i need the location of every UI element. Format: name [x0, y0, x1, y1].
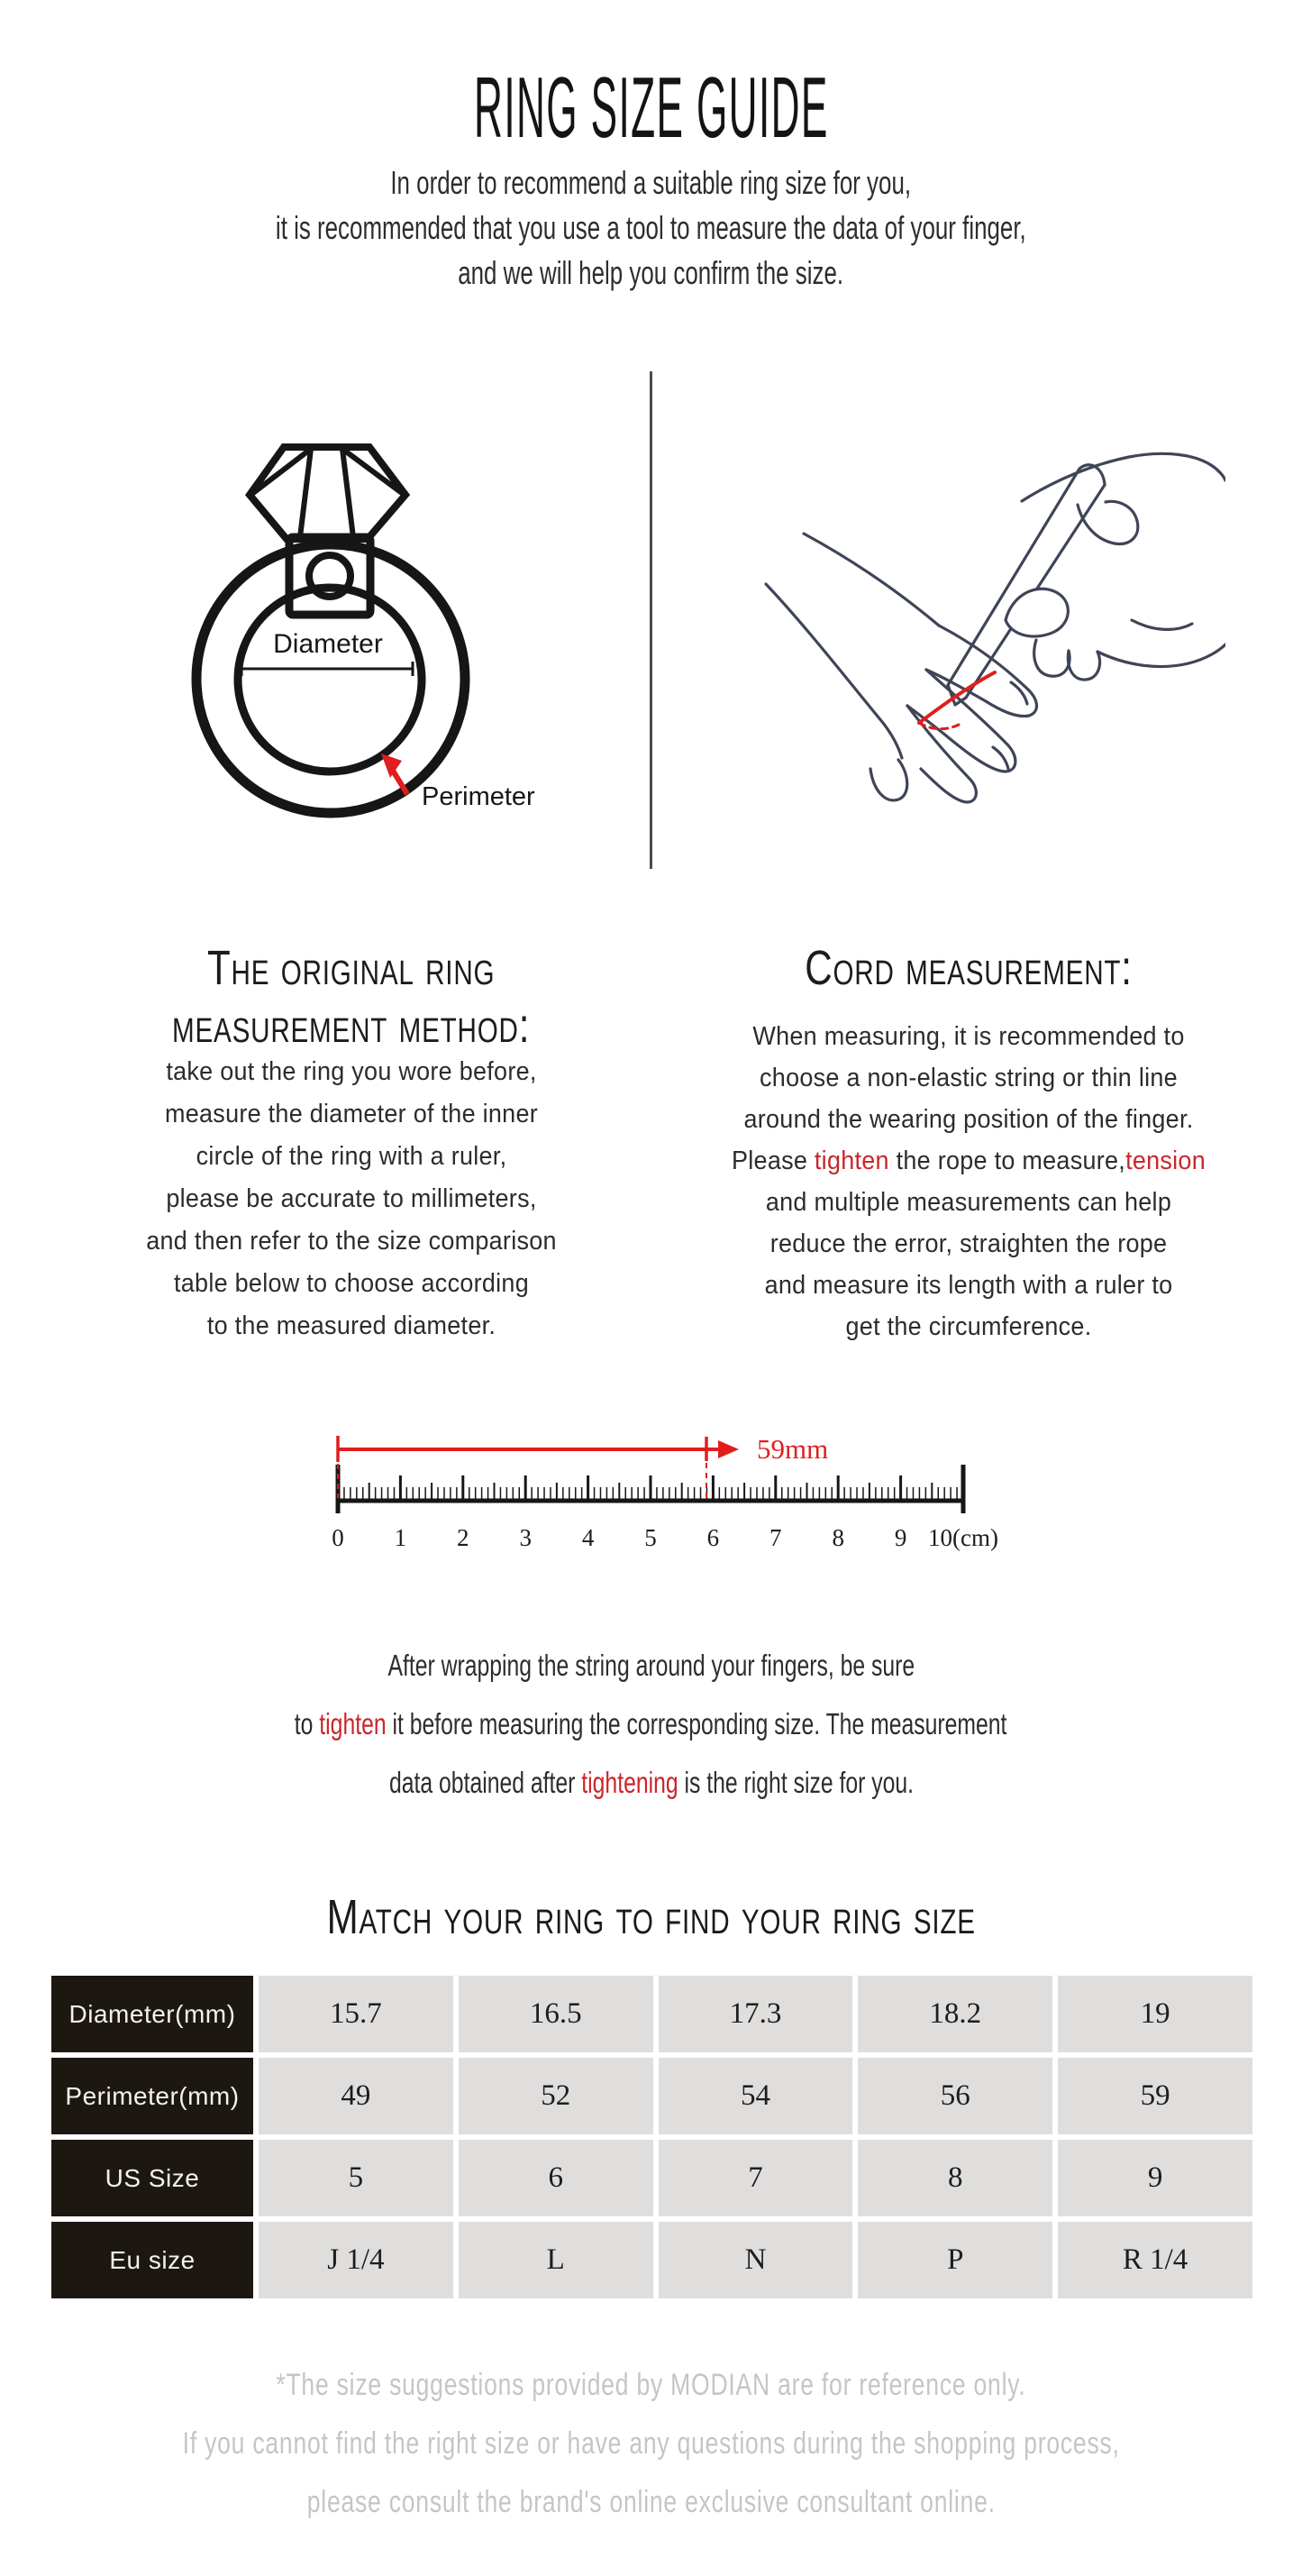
- intro-paragraph: [0, 160, 1302, 296]
- text-segment: is the right size for you.: [678, 1766, 914, 1799]
- perimeter-label: Perimeter: [422, 782, 535, 811]
- table-cell: 15.7: [259, 1976, 453, 2052]
- table-cell: 56: [858, 2058, 1052, 2134]
- table-cell: 59: [1058, 2058, 1252, 2134]
- table-cell: R 1/4: [1058, 2222, 1252, 2298]
- footer-disclaimer: [0, 2356, 1302, 2532]
- text-segment: When measuring, it is recommended to: [752, 1022, 1185, 1051]
- text-line: table below to choose according: [173, 1269, 529, 1298]
- table-row-label: Perimeter(mm): [51, 2058, 253, 2134]
- ruler-tick-label: 7: [769, 1524, 782, 1551]
- table-heading: Match your ring to find your ring size: [326, 1890, 976, 1944]
- ruler-tick-label: 2: [457, 1524, 469, 1551]
- table-row-label: Eu size: [51, 2222, 253, 2298]
- text-line: [709, 1140, 1229, 1182]
- text-line: [709, 1182, 1229, 1223]
- table-cell: 8: [858, 2140, 1052, 2216]
- hands-measuring-icon: [721, 437, 1225, 811]
- page-title: RING SIZE GUIDE: [473, 59, 829, 156]
- text-segment: and multiple measurements can help: [765, 1188, 1172, 1217]
- text-line: please be accurate to millimeters,: [166, 1184, 537, 1213]
- text-line: and then refer to the size comparison: [146, 1227, 557, 1256]
- text-line: [0, 1636, 1302, 1694]
- intro-line: and we will help you confirm the size.: [458, 254, 844, 291]
- table-cell: 5: [259, 2140, 453, 2216]
- table-cell: P: [858, 2222, 1052, 2298]
- ruler-tick-label: 1: [394, 1524, 407, 1551]
- highlighted-text: tighten: [814, 1146, 889, 1175]
- text-segment: get the circumference.: [845, 1312, 1092, 1341]
- table-cell: 19: [1058, 1976, 1252, 2052]
- section-divider: [650, 371, 652, 869]
- ruler-icon: [315, 1420, 1018, 1573]
- ruler-scale-numbers: [332, 1524, 998, 1551]
- table-cell: 52: [459, 2058, 653, 2134]
- diameter-measure-line: [241, 662, 413, 676]
- text-line: [709, 1306, 1229, 1347]
- text-segment: around the wearing position of the finger.: [743, 1105, 1194, 1134]
- right-method-heading: Cord measurement:: [805, 941, 1133, 995]
- intro-line: it is recommended that you use a tool to measure the data of your finger,: [276, 209, 1026, 246]
- ring-size-table: [51, 1976, 1252, 2298]
- ruler-tick-label: 3: [519, 1524, 532, 1551]
- pen-icon: [948, 469, 1079, 685]
- table-cell: 49: [259, 2058, 453, 2134]
- text-line: [0, 1753, 1302, 1812]
- text-segment: choose a non-elastic string or thin line: [760, 1064, 1178, 1092]
- text-segment: Please: [731, 1146, 815, 1175]
- table-cell: 7: [659, 2140, 853, 2216]
- text-segment: reduce the error, straighten the rope: [769, 1229, 1168, 1258]
- ruler-tick-label: 4: [581, 1524, 595, 1551]
- text-segment: to: [295, 1707, 320, 1740]
- text-line: take out the ring you wore before,: [166, 1057, 537, 1086]
- text-line: [709, 1099, 1229, 1140]
- highlighted-text: tightening: [580, 1766, 678, 1799]
- text-line: [0, 1694, 1302, 1753]
- diamond-icon: [250, 447, 405, 539]
- measurement-value-label: 59mm: [757, 1433, 829, 1465]
- table-cell: 18.2: [858, 1976, 1052, 2052]
- table-cell: 16.5: [459, 1976, 653, 2052]
- table-cell: 6: [459, 2140, 653, 2216]
- diameter-label: Diameter: [273, 629, 383, 659]
- table-cell: 54: [659, 2058, 853, 2134]
- ruler-tick-label: 10(cm): [928, 1524, 998, 1551]
- intro-line: In order to recommend a suitable ring size for you,: [390, 164, 912, 201]
- text-line: [709, 1223, 1229, 1265]
- footer-line: *The size suggestions provided by MODIAN are for reference only.: [276, 2368, 1026, 2402]
- footer-line: If you cannot find the right size or have any questions during the shopping process,: [182, 2426, 1120, 2461]
- wrap-note: [0, 1636, 1302, 1812]
- ring-diagram-icon: [176, 397, 554, 820]
- ruler-tick-label: 8: [832, 1524, 844, 1551]
- ruler-tick-label: 0: [332, 1524, 344, 1551]
- text-segment: After wrapping the string around your fingers, be sure: [387, 1649, 915, 1682]
- text-line: [709, 1057, 1229, 1099]
- ruler-tick-label: 9: [894, 1524, 907, 1551]
- ruler-tick-label: 6: [706, 1524, 720, 1551]
- text-line: [709, 1265, 1229, 1306]
- table-cell: N: [659, 2222, 853, 2298]
- text-segment: the rope to measure,: [888, 1146, 1126, 1175]
- arrow-head-icon: [718, 1440, 739, 1458]
- ruler-ticks: [338, 1465, 963, 1513]
- highlighted-text: tension: [1125, 1146, 1206, 1175]
- left-method-heading: The original ring measurement method:: [172, 941, 531, 1053]
- table-cell: J 1/4: [259, 2222, 453, 2298]
- text-segment: data obtained after: [388, 1766, 581, 1799]
- ruler-tick-label: 5: [644, 1524, 657, 1551]
- table-row-label: US Size: [51, 2140, 253, 2216]
- text-segment: and measure its length with a ruler to: [764, 1271, 1173, 1300]
- table-row-label: Diameter(mm): [51, 1976, 253, 2052]
- left-method-text: [92, 1051, 612, 1347]
- red-string-mark: [919, 672, 995, 723]
- text-line: measure the diameter of the inner: [165, 1100, 538, 1128]
- table-cell: 9: [1058, 2140, 1252, 2216]
- table-cell: L: [459, 2222, 653, 2298]
- highlighted-text: tighten: [319, 1707, 387, 1740]
- table-cell: 17.3: [659, 1976, 853, 2052]
- right-method-text: [709, 1016, 1229, 1347]
- text-line: to the measured diameter.: [206, 1311, 496, 1340]
- text-line: circle of the ring with a ruler,: [196, 1142, 507, 1171]
- footer-line: please consult the brand's online exclusive consultant online.: [306, 2485, 996, 2519]
- text-line: [709, 1016, 1229, 1057]
- text-segment: it before measuring the corresponding size. The measurement: [387, 1707, 1007, 1740]
